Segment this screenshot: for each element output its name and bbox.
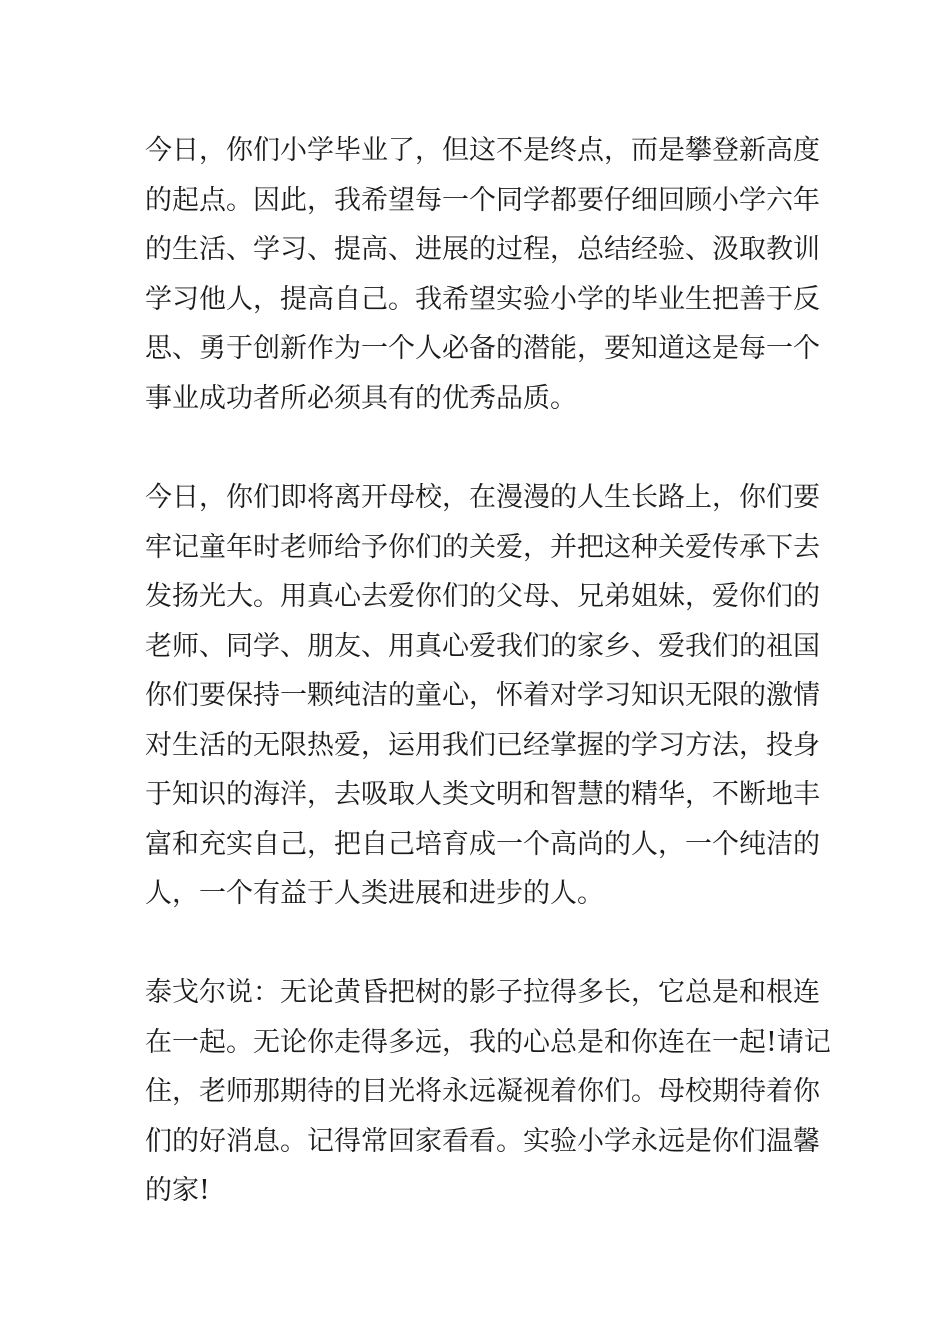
text-line: 事业成功者所必须具有的优秀品质。 xyxy=(145,382,577,414)
text-line: 住，老师那期待的目光将永远凝视着你们。母校期待着你 xyxy=(145,1076,820,1107)
paragraph-tagore-quote xyxy=(145,968,831,1216)
text-line: 牢记童年时老师给予你们的关爱，并把这种关爱传承下去 xyxy=(145,531,820,563)
text-line: 在一起。无论你走得多远，我的心总是和你连在一起!请记 xyxy=(145,1026,831,1058)
text-line: 富和充实自己，把自己培育成一个高尚的人，一个纯洁的 xyxy=(145,828,820,860)
text-line: 于知识的海洋，去吸取人类文明和智慧的精华，不断地丰 xyxy=(145,779,820,810)
text-line: 学习他人，提高自己。我希望实验小学的毕业生把善于反 xyxy=(145,283,820,315)
text-line: 今日，你们小学毕业了，但这不是终点，而是攀登新高度 xyxy=(145,135,820,166)
text-line: 泰戈尔说：无论黄昏把树的影子拉得多长，它总是和根连 xyxy=(145,977,820,1008)
text-line: 今日，你们即将离开母校，在漫漫的人生长路上，你们要 xyxy=(145,482,820,513)
text-line: 的生活、学习、提高、进展的过程，总结经验、汲取教训 xyxy=(145,234,820,265)
text-line: 的家! xyxy=(145,1175,210,1206)
text-line: 你们要保持一颗纯洁的童心，怀着对学习知识无限的激情 xyxy=(145,680,820,711)
paragraph-leaving-school xyxy=(145,473,820,919)
text-line: 发扬光大。用真心去爱你们的父母、兄弟姐妹，爱你们的 xyxy=(145,581,820,612)
text-line: 的起点。因此，我希望每一个同学都要仔细回顾小学六年 xyxy=(145,184,820,216)
paragraph-graduation xyxy=(145,126,820,423)
text-line: 老师、同学、朋友、用真心爱我们的家乡、爱我们的祖国 xyxy=(145,630,820,662)
text-line: 人，一个有益于人类进展和进步的人。 xyxy=(145,878,604,909)
text-line: 思、勇于创新作为一个人必备的潜能，要知道这是每一个 xyxy=(145,333,820,364)
text-line: 们的好消息。记得常回家看看。实验小学永远是你们温馨 xyxy=(145,1125,820,1157)
text-line: 对生活的无限热爱，运用我们已经掌握的学习方法，投身 xyxy=(145,729,820,761)
